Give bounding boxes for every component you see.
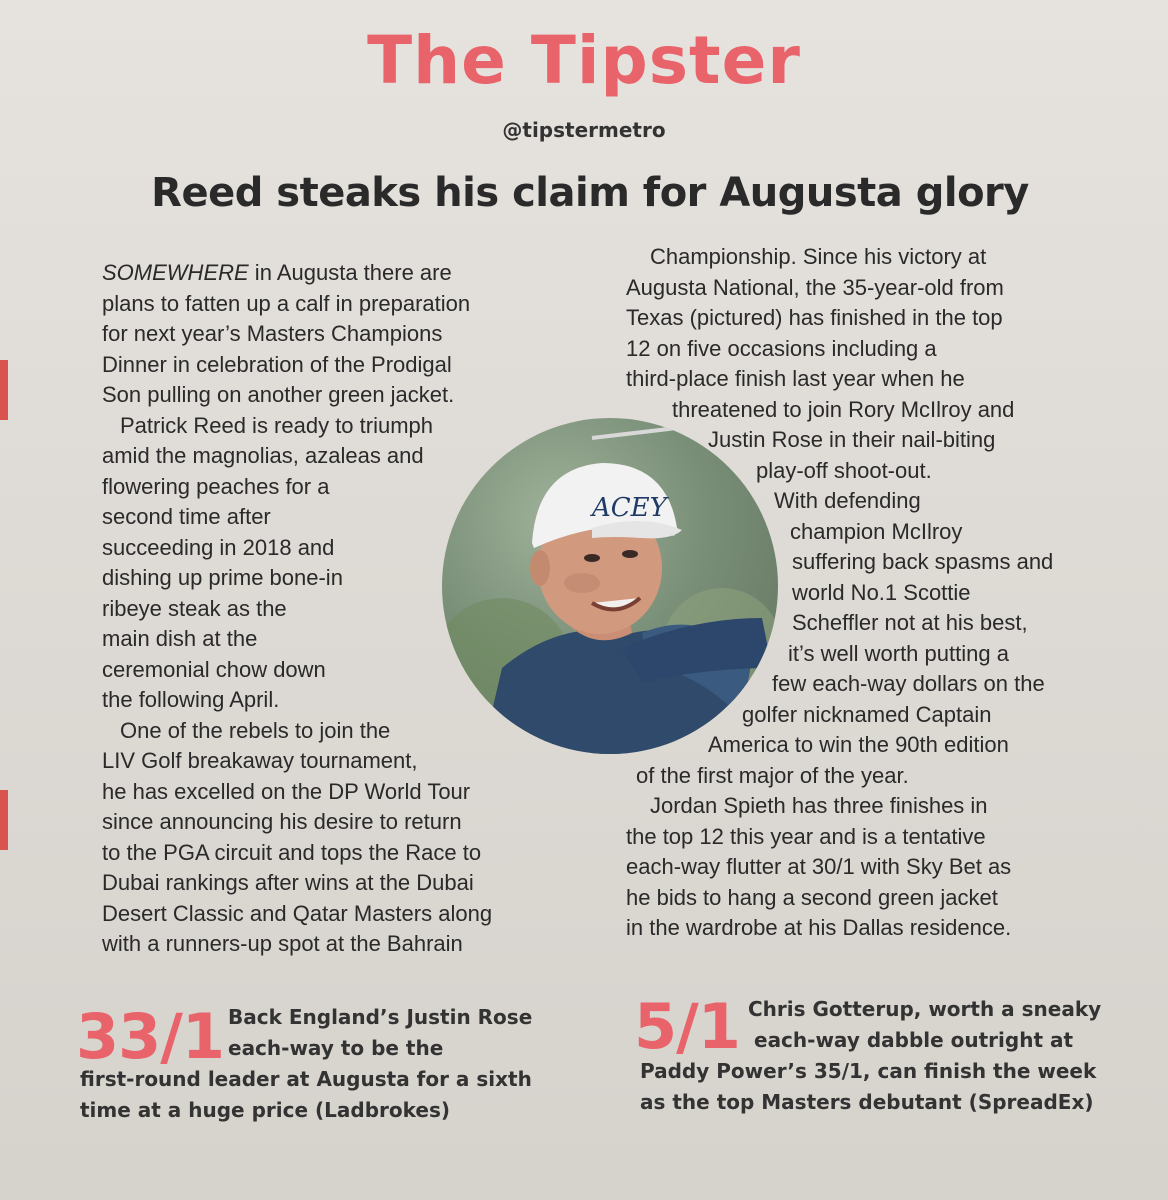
dropcap-word: SOMEWHERE bbox=[102, 260, 249, 285]
text-line: since announcing his desire to return bbox=[102, 809, 462, 834]
text-line: with a runners-up spot at the Bahrain bbox=[102, 931, 463, 956]
text-line: in the wardrobe at his Dallas residence. bbox=[626, 915, 1012, 940]
text-line-rest: in Augusta there are bbox=[248, 260, 452, 285]
text-line: ceremonial chow down bbox=[102, 656, 326, 682]
text-line: the following April. bbox=[102, 687, 280, 712]
golfer-illustration bbox=[442, 418, 778, 754]
column-title: The Tipster bbox=[367, 22, 801, 99]
text-line: Scheffler not at his best, bbox=[792, 610, 1028, 635]
tip-line: Back England’s Justin Rose bbox=[228, 1005, 533, 1029]
text-line: third-place finish last year when he bbox=[626, 366, 965, 391]
text-line: Desert Classic and Qatar Masters along bbox=[102, 900, 493, 926]
text-line: champion McIlroy bbox=[790, 518, 963, 544]
text-line: to the PGA circuit and tops the Race to bbox=[102, 839, 482, 865]
edge-color-mark bbox=[0, 360, 8, 420]
text-line: for next year’s Masters Champions bbox=[102, 321, 443, 346]
tip-line: time at a huge price (Ladbrokes) bbox=[80, 1098, 450, 1122]
tip-line: each-way dabble outright at bbox=[754, 1028, 1074, 1052]
text-line: plans to fatten up a calf in preparation bbox=[102, 290, 471, 316]
text-line: Jordan Spieth has three finishes in bbox=[650, 793, 988, 818]
text-line: Son pulling on another green jacket. bbox=[102, 382, 455, 407]
tip-line: Paddy Power’s 35/1, can finish the week bbox=[640, 1059, 1097, 1083]
tip-text-top bbox=[748, 994, 1101, 1056]
text-line: Augusta National, the 35-year-old from bbox=[626, 274, 1004, 300]
text-line: it’s well worth putting a bbox=[788, 640, 1009, 666]
text-line: Dubai rankings after wins at the Dubai bbox=[102, 870, 474, 895]
text-line: America to win the 90th edition bbox=[708, 732, 1009, 757]
text-line: succeeding in 2018 and bbox=[102, 534, 335, 560]
tip-odds: 5/1 bbox=[634, 990, 740, 1063]
text-line: Championship. Since his victory at bbox=[650, 244, 987, 269]
text-line: flowering peaches for a bbox=[102, 473, 330, 499]
text-line: Justin Rose in their nail-biting bbox=[708, 427, 996, 452]
text-line: golfer nicknamed Captain bbox=[742, 701, 992, 727]
text-line: ribeye steak as the bbox=[102, 595, 287, 621]
text-line: few each-way dollars on the bbox=[772, 671, 1045, 696]
tip-odds: 33/1 bbox=[76, 1000, 225, 1073]
text-line: of the first major of the year. bbox=[636, 762, 909, 788]
text-line bbox=[102, 258, 607, 289]
tip-text-bottom bbox=[80, 1064, 532, 1126]
text-line: each-way flutter at 30/1 with Sky Bet as bbox=[626, 854, 1012, 879]
golfer-photo bbox=[442, 418, 778, 754]
text-line: second time after bbox=[102, 504, 271, 529]
text-line: he bids to hang a second green jacket bbox=[626, 884, 998, 910]
text-line: suffering back spasms and bbox=[792, 549, 1054, 574]
text-line: he has excelled on the DP World Tour bbox=[102, 778, 471, 804]
tip-line: each-way to be the bbox=[228, 1036, 444, 1060]
text-line: the top 12 this year and is a tentative bbox=[626, 823, 986, 849]
tip-line: as the top Masters debutant (SpreadEx) bbox=[640, 1090, 1094, 1114]
text-line: amid the magnolias, azaleas and bbox=[102, 443, 424, 468]
text-line: Dinner in celebration of the Prodigal bbox=[102, 351, 452, 377]
tip-text-bottom bbox=[640, 1056, 1096, 1118]
tip-line: first-round leader at Augusta for a sixth bbox=[80, 1067, 532, 1091]
social-handle: @tipstermetro bbox=[502, 118, 666, 142]
text-line: One of the rebels to join the bbox=[120, 717, 391, 743]
text-line: play-off shoot-out. bbox=[756, 457, 932, 483]
text-line: main dish at the bbox=[102, 626, 258, 651]
text-line: Patrick Reed is ready to triumph bbox=[120, 412, 434, 438]
tip-text-top bbox=[228, 1002, 532, 1064]
tip-line: Chris Gotterup, worth a sneaky bbox=[748, 997, 1102, 1021]
text-line: Texas (pictured) has finished in the top bbox=[626, 305, 1003, 330]
edge-color-mark bbox=[0, 790, 8, 850]
cap-logo-text: ACEY bbox=[592, 493, 667, 523]
text-line: With defending bbox=[774, 488, 921, 513]
text-line: LIV Golf breakaway tournament, bbox=[102, 748, 418, 773]
text-line: threatened to join Rory McIlroy and bbox=[672, 396, 1015, 422]
text-line: dishing up prime bone-in bbox=[102, 565, 343, 590]
article-headline: Reed steaks his claim for Augusta glory bbox=[151, 170, 1029, 216]
text-line: 12 on five occasions including a bbox=[626, 335, 937, 361]
text-line: world No.1 Scottie bbox=[792, 579, 971, 605]
